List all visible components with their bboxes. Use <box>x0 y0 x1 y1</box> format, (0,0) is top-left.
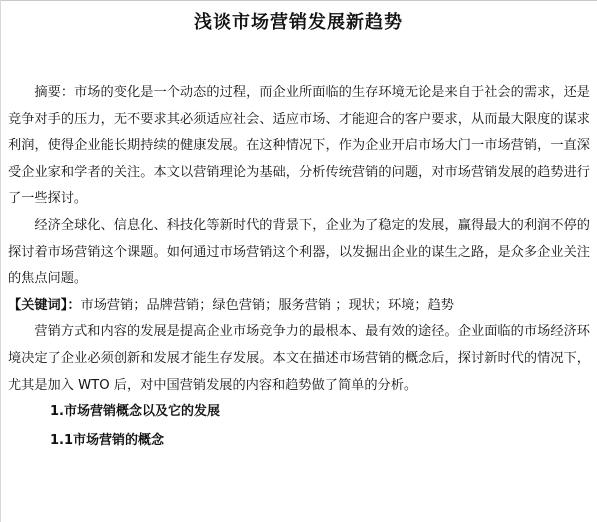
section-heading: 1.市场营销概念以及它的发展 <box>50 404 220 420</box>
page-left-border <box>0 0 1 522</box>
keywords-line <box>8 293 590 320</box>
body-paragraph: 经济全球化、信息化、科技化等新时代的背景下，企业为了稳定的发展，赢得最大的利润不停的探讨着市场营销这个课题。如何通过市场营销这个利器，以发掘出企业的谋生之路，是众多企业关注的焦点问题。 <box>8 217 590 287</box>
document-body <box>8 80 590 454</box>
document-title: 浅谈市场营销发展新趋势 <box>194 12 403 33</box>
body-paragraph: 营销方式和内容的发展是提高企业市场竞争力的最根本、最有效的途径。企业面临的市场经济环境决定了企业必须创新和发展才能生存发展。本文在描述市场营销的概念后，探讨新时代的情况下，尤其是加入 WTO 后，对中国营销发展的内容和趋势做了简单的分析。 <box>8 324 590 393</box>
keywords-text: 市场营销；品牌营销；绿色营销；服务营销 ；现状；环境；趋势 <box>80 297 454 313</box>
subsection-heading: 1.1市场营销的概念 <box>50 432 165 448</box>
page-top-border <box>0 0 597 1</box>
abstract-paragraph: 摘要：市场的变化是一个动态的过程，而企业所面临的生存环境无论是来自于社会的需求，还是竞争对手的压力，无不要求其必须适应社会、适应市场、才能迎合的客户要求，从而最大限度的谋求利润，使得企业能长期持续的健康发展。在这种情况下，作为企业开启市场大门一市场营销，一直深受企业家和学者的关注。本文以营销理论为基础，分析传统营销的问题，对市场营销发展的趋势进行了一些探讨。 <box>8 85 590 207</box>
keywords-label: 【关键词】： <box>8 297 81 313</box>
